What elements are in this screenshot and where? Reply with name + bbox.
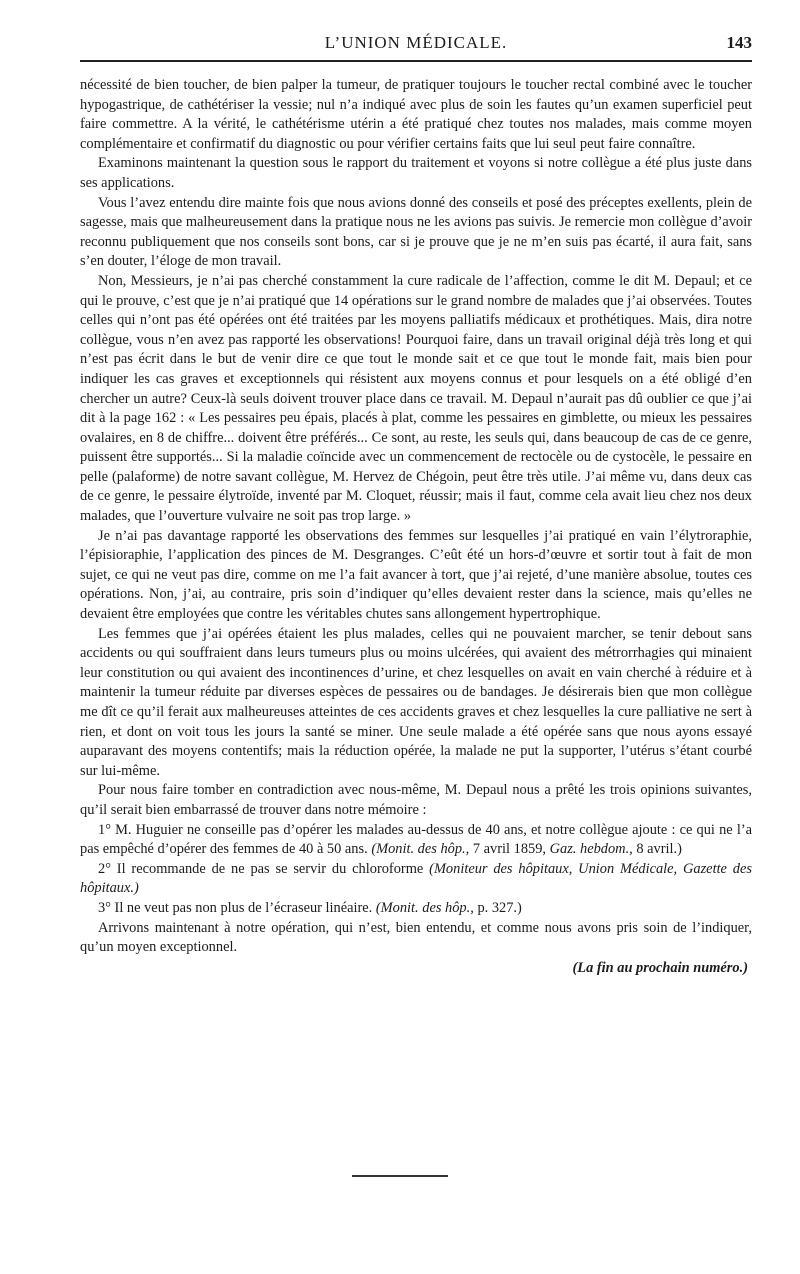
citation: (Monit. des hôp., xyxy=(375,899,474,916)
opinion-item xyxy=(80,899,752,919)
header-rule xyxy=(80,60,752,62)
paragraph: Vous l’avez entendu dire mainte fois que nous avions donné des conseils et posé des préceptes exellents, plein de sagesse, mais que malheureusement dans la pratique nous ne les avions pas suivis. Je remercie mon collègue d’avoir reconnu publiquement que nos conseils sont bons, car si je prouve que je ne m’en suis pas écarté, il aura fait, sans s’en douter, l’éloge de mon travail. xyxy=(80,194,752,270)
citation: Gaz. hebdom., xyxy=(549,841,633,858)
paragraph: Non, Messieurs, je n’ai pas cherché constamment la cure radicale de l’affection, comme le dit M. Depaul; et ce qui le prouve, c’est que je n’ai pratiqué que 14 opérations sur le grand nombre de malades que j’ai observées. Toutes celles qui n’ont pas été opérées ont été traitées par les moyens palliatifs médicaux et prothétiques. Mais, dira notre collègue, vous n’en avez pas rapporté les observations! Pourquoi faire, dans un travail original déjà très long et qui n’est pas écrit dans le but de venir dire ce que tout le monde sait et ce que tout le monde fait, mais bien pour indiquer les cas graves et exceptionnels qui résistent aux moyens connus et pour lesquels on a été obligé d’en chercher un autre? Ceux-là seuls doivent trouver place dans ce travail. M. Depaul n’aurait pas dû oublier ce que j’ai dit à la page 162 : « Les pessaires peu épais, placés à plat, comme les pessaires en gimblette, ou mieux les pessaires ovalaires, en 8 de chiffre... doivent être préférés... Ce sont, au reste, les seuls qui, dans beaucoup de cas de ce genre, puissent être supportés... Si la maladie coïncide avec un commencement de rectocèle ou de cystocèle, le pessaire en pelle (palaforme) de notre savant collègue, M. Hervez de Chégoin, peut être très utile. J’ai même vu, dans deux cas de ce genre, le pessaire élytroïde, inventé par M. Cloquet, réussir; mais il faut, comme cela avait lieu chez nos deux malades, que l’ouverture vulvaire ne soit pas trop large. » xyxy=(80,272,752,525)
opinion-text: 2° Il recommande de ne pas se servir du chloroforme xyxy=(98,860,424,877)
citation-date: 7 avril 1859, xyxy=(472,841,547,858)
running-title: L’UNION MÉDICALE. xyxy=(324,33,508,52)
paragraph: Je n’ai pas davantage rapporté les observations des femmes sur lesquelles j’ai pratiqué en vain l’élytroraphie, l’épisioraphie, l’application des pinces de M. Desgranges. C’eût été un hors-d’œuvre et sortir tout à fait de mon sujet, ce qui ne veut pas dire, comme on me l’a fait avancer à tort, que j’ai rejeté, d’une manière absolue, toutes ces opérations. Non, j’ai, au contraire, pris soin d’indiquer qu’elles devaient rester dans la science, mais qu’elles ne devaient être employées que contre les véritables chutes sans allongement hypertrophique. xyxy=(80,527,752,623)
paragraph: Pour nous faire tomber en contradiction avec nous-même, M. Depaul nous a prêté les trois opinions suivantes, qu’il serait bien embarrassé de trouver dans notre mémoire : xyxy=(80,782,752,818)
page-number: 143 xyxy=(726,33,752,52)
citation-page: p. 327.) xyxy=(477,899,522,916)
page-header xyxy=(80,30,752,60)
citation: (Monit. des hôp., xyxy=(371,841,470,858)
closing-rule xyxy=(352,1175,448,1177)
closing-paragraph: Arrivons maintenant à notre opération, qui n’est, bien entendu, et comme nous avons pris soin de l’indiquer, qu’un moyen exceptionnel. xyxy=(80,919,752,956)
paragraph: Examinons maintenant la question sous le rapport du traitement et voyons si notre collègue a été plus juste dans ses applications. xyxy=(80,155,752,191)
citation: (Moniteur des hôpitaux, Union Médicale, Gazette des hôpitaux.) xyxy=(80,860,752,897)
opinion-item xyxy=(80,821,752,860)
opinion-text: 1° M. Huguier ne conseille pas d’opérer les malades au-dessus de 40 ans, et notre collègue ajoute : ce qui ne l’a pas empêché d’opérer des femmes de 40 à 50 ans. xyxy=(80,821,752,858)
paragraph: nécessité de bien toucher, de bien palper la tumeur, de pratiquer toujours le toucher rectal combiné avec le toucher hypogastrique, de cathétériser la vessie; nul n’a indiqué avec plus de soin les fautes qu’un examen superficiel peut faire commettre. A la vérité, le cathétérisme utérin a été pratiqué chez toutes nos malades, mais comme moyen complémentaire et confirmatif du diagnostic ou pour vérifier certains faits que lui seul peut faire connaître. xyxy=(80,77,752,152)
continuation-note: (La fin au prochain numéro.) xyxy=(572,959,748,976)
article-body xyxy=(80,76,752,978)
citation-date: 8 avril.) xyxy=(636,841,682,858)
opinion-text: 3° Il ne veut pas non plus de l’écraseur linéaire. xyxy=(98,899,373,916)
paragraph: Les femmes que j’ai opérées étaient les plus malades, celles qui ne pouvaient marcher, se tenir debout sans accidents ou qui souffraient dans leurs tumeurs plus ou moins ulcérées, qui avaient des métrorrhagies qui minaient leur constitution ou qui avaient des incontinences d’urine, et chez lesquelles on avait en vain cherché à réduire et à maintenir la tumeur réduite par diverses espèces de pessaires ou de bandages. Je désirerais bien que mon collègue me dît ce qu’il ferait aux malheureuses atteintes de ces accidents graves et chez lesquelles la cure palliative ne sert à rien, et dont on voit tous les jours la santé se miner. Une seule malade a été opérée sans que nous ayons essayé auparavant des moyens contentifs; mais la réduction opérée, la malade ne put la supporter, l’utérus s’étant courbé sur lui-même. xyxy=(80,625,752,779)
opinion-item xyxy=(80,860,752,899)
